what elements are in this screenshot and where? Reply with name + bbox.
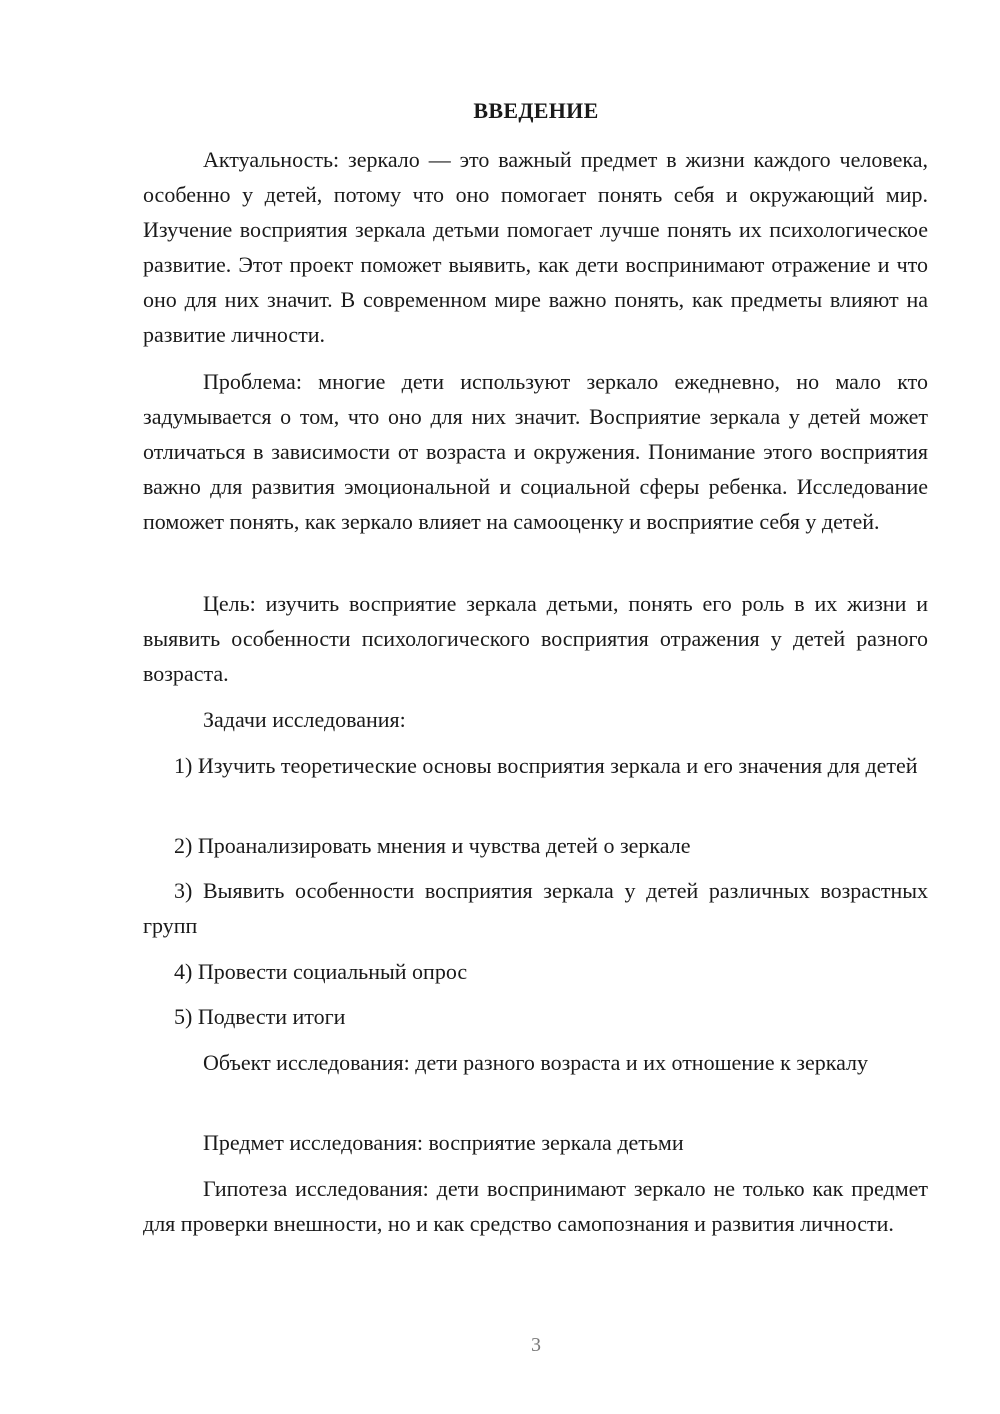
paragraph-goal: Цель: изучить восприятие зеркала детьми, понять его роль в их жизни и выявить особенности психологического восприятия отражения у детей разного возраста. [143, 591, 928, 686]
paragraph-object: Объект исследования: дети разного возраста и их отношение к зеркалу [203, 1050, 869, 1075]
tasks-heading: Задачи исследования: [203, 707, 406, 732]
paragraph-relevance: Актуальность: зеркало — это важный предмет в жизни каждого человека, особенно у детей, потому что оно помогает понять себя и окружающий мир. Изучение восприятия зеркала детьми помогает лучше понять их психологическое развитие. Этот проект поможет выявить, как дети воспринимают отражение и что оно для них значит. В современном мире важно понять, как предметы влияют на развитие личности. [143, 147, 928, 347]
paragraph-subject: Предмет исследования: восприятие зеркала детьми [203, 1130, 684, 1155]
task-item-5: 5) Подвести итоги [174, 1004, 346, 1029]
paragraph-problem: Проблема: многие дети используют зеркало ежедневно, но мало кто задумывается о том, что оно для них значит. Восприятие зеркала у детей может отличаться в зависимости от возраста и окружения. Понимание этого восприятия важно для развития эмоциональной и социальной сферы ребенка. Исследование поможет понять, как зеркало влияет на самооценку и восприятие себя у детей. [143, 369, 928, 534]
task-item-1: 1) Изучить теоретические основы восприятия зеркала и его значения для детей [174, 753, 918, 778]
task-item-4: 4) Провести социальный опрос [174, 959, 468, 984]
paragraph-hypothesis: Гипотеза исследования: дети воспринимают зеркало не только как предмет для проверки внешности, но и как средство самопознания и развития личности. [143, 1176, 928, 1236]
task-item-3: 3) Выявить особенности восприятия зеркала у детей различных возрастных групп [143, 878, 928, 938]
page-title: ВВЕДЕНИЕ [473, 98, 599, 123]
task-item-2: 2) Проанализировать мнения и чувства детей о зеркале [174, 833, 691, 858]
page-number: 3 [531, 1334, 541, 1356]
